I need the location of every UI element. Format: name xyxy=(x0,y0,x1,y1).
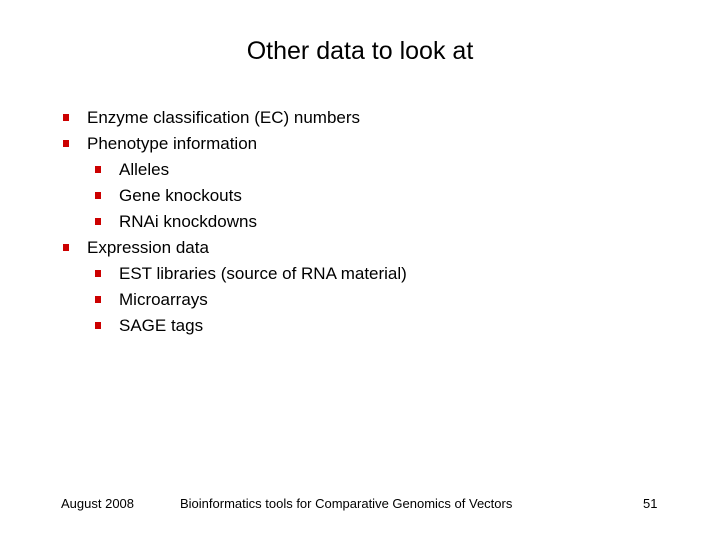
bullet-square-icon xyxy=(95,166,101,173)
bullet-text: RNAi knockdowns xyxy=(119,212,257,231)
bullet-text: Phenotype information xyxy=(87,134,258,153)
bullet-text: EST libraries (source of RNA material) xyxy=(119,264,407,283)
bullet-text: Microarrays xyxy=(119,290,208,309)
sub-bullet-item xyxy=(0,209,720,235)
sub-bullet-item xyxy=(0,157,720,183)
bullet-square-icon xyxy=(95,218,101,225)
bullet-square-icon xyxy=(63,244,69,251)
bullet-list xyxy=(0,105,720,339)
bullet-text: Alleles xyxy=(119,160,170,179)
slide-title: Other data to look at xyxy=(246,37,474,65)
bullet-text: SAGE tags xyxy=(119,316,204,335)
bullet-square-icon xyxy=(95,322,101,329)
page-number: 51 xyxy=(643,496,658,511)
footer-date: August 2008 xyxy=(61,496,135,511)
bullet-item xyxy=(0,235,720,261)
bullet-text: Gene knockouts xyxy=(119,186,242,205)
bullet-text: Enzyme classification (EC) numbers xyxy=(87,108,361,127)
bullet-square-icon xyxy=(95,296,101,303)
sub-bullet-item xyxy=(0,287,720,313)
sub-bullet-item xyxy=(0,183,720,209)
bullet-square-icon xyxy=(63,114,69,121)
footer-title: Bioinformatics tools for Comparative Genomics of Vectors xyxy=(180,496,513,511)
sub-bullet-item xyxy=(0,261,720,287)
bullet-square-icon xyxy=(95,270,101,277)
bullet-square-icon xyxy=(63,140,69,147)
sub-bullet-item xyxy=(0,313,720,339)
bullet-text: Expression data xyxy=(87,238,209,257)
bullet-item xyxy=(0,105,720,131)
bullet-square-icon xyxy=(95,192,101,199)
bullet-item xyxy=(0,131,720,157)
